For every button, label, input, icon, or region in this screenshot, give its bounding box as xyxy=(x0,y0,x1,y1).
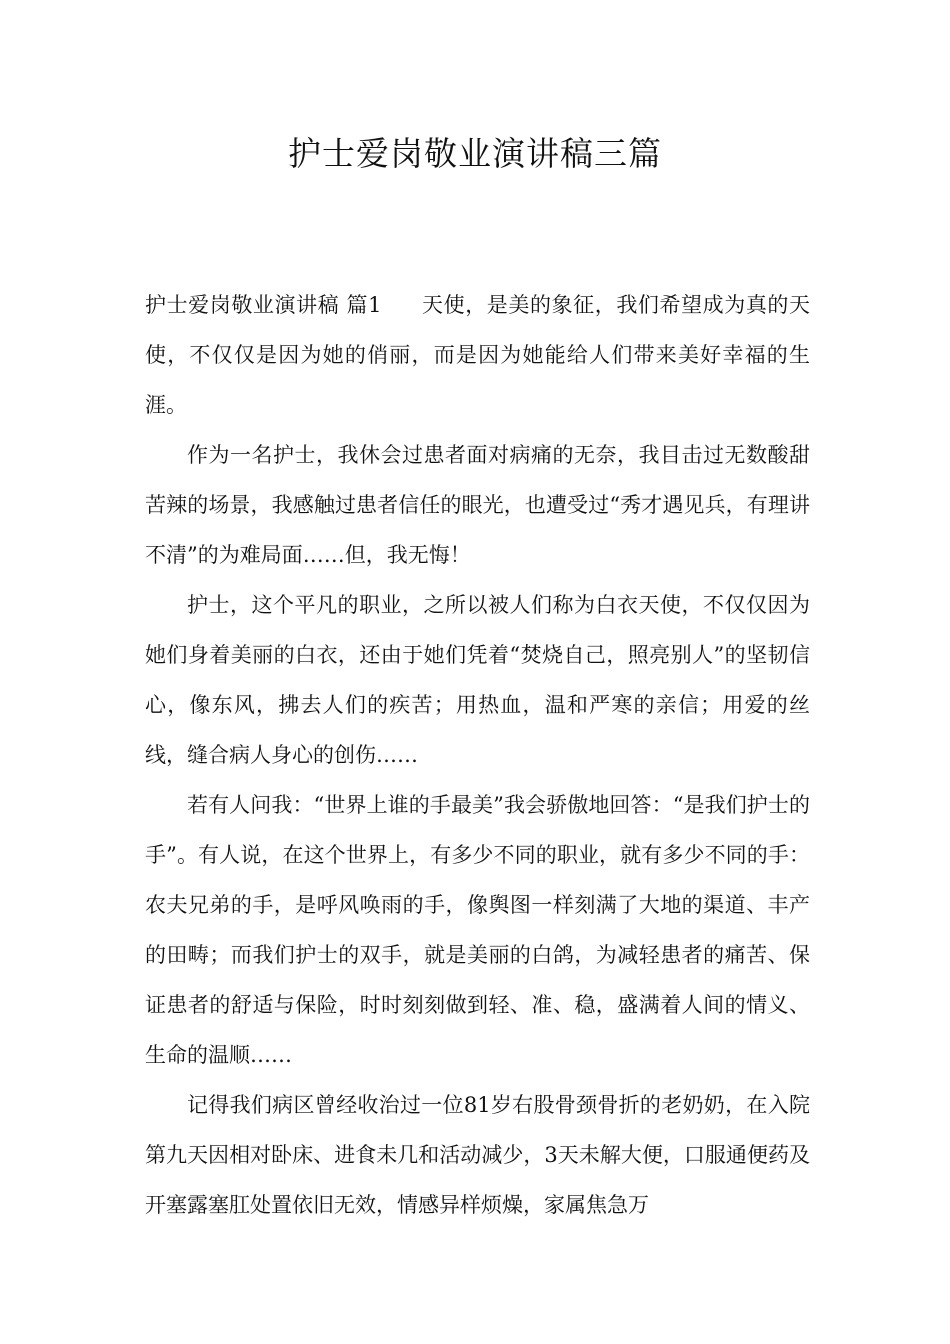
paragraph-5: 记得我们病区曾经收治过一位81岁右股骨颈骨折的老奶奶，在入院第九天因相对卧床、进食未几和活动减少，3天未解大便，口服通便药及开塞露塞肛处置依旧无效，情感异样烦燥，家属焦急万 xyxy=(145,1093,810,1217)
document-body xyxy=(145,280,810,1230)
paragraph-2: 作为一名护士，我休会过患者面对病痛的无奈，我目击过无数酸甜苦辣的场景，我感触过患者信任的眼光，也遭受过“秀才遇见兵，有理讲不清”的为难局面……但，我无悔！ xyxy=(145,443,810,567)
paragraph-4: 若有人问我：“世界上谁的手最美”我会骄傲地回答：“是我们护士的手”。有人说，在这个世界上，有多少不同的职业，就有多少不同的手：农夫兄弟的手，是呼风唤雨的手，像舆图一样刻满了大地的渠道、丰产的田畴；而我们护士的双手，就是美丽的白鸽，为减轻患者的痛苦、保证患者的舒适与保险，时时刻刻做到轻、准、稳，盛满着人间的情义、生命的温顺…… xyxy=(145,793,810,1067)
document-title: 护士爱岗敬业演讲稿三篇 xyxy=(288,134,662,173)
section-heading: 护士爱岗敬业演讲稿 篇1 xyxy=(145,293,382,317)
paragraph-1-text: 天使，是美的象征，我们希望成为真的天使，不仅仅是因为她的俏丽，而是因为她能给人们带来美好幸福的生涯。 xyxy=(145,293,810,417)
paragraph-3: 护士，这个平凡的职业，之所以被人们称为白衣天使，不仅仅因为她们身着美丽的白衣，还由于她们凭着“焚烧自己，照亮别人”的坚韧信心，像东风，拂去人们的疾苦；用热血，温和严寒的亲信；用爱的丝线，缝合病人身心的创伤…… xyxy=(145,593,810,767)
paragraph-1 xyxy=(145,280,810,430)
